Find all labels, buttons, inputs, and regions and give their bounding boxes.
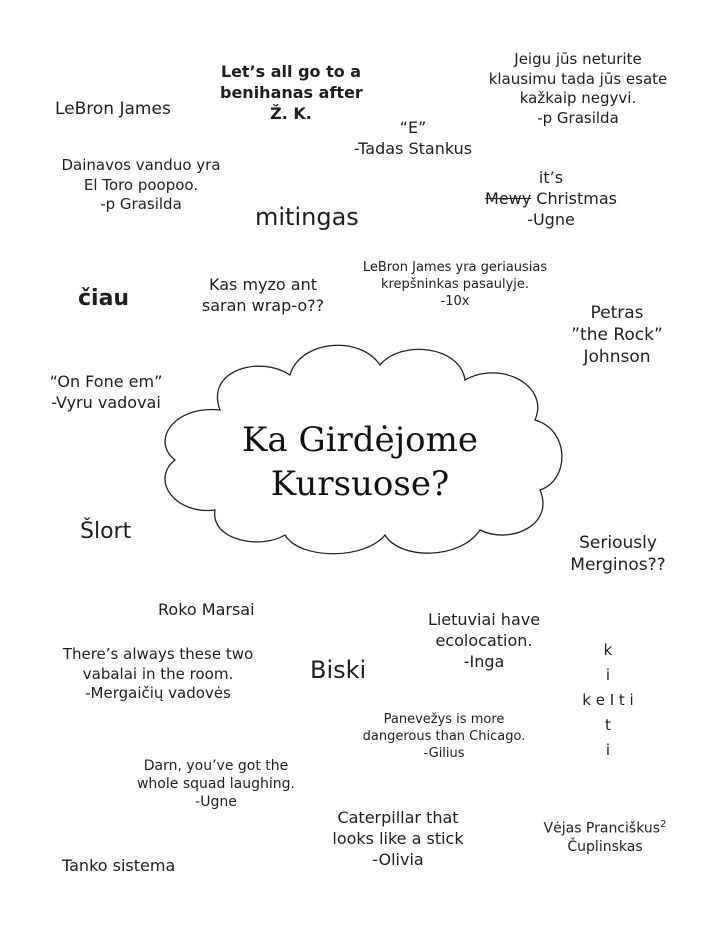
quote-panevezys: Panevežys is more dangerous than Chicago. -Gilius xyxy=(362,712,526,761)
quote-tanko: Tanko sistema xyxy=(62,856,176,875)
quote-ciau: čiau xyxy=(78,286,130,311)
quote-roko: Roko Marsai xyxy=(158,600,255,619)
quote-benihanas: Let’s all go to a benihanas after Ž. K. xyxy=(220,62,363,123)
quote-petras: Petras ”the Rock” Johnson xyxy=(571,303,663,368)
title-line-2: Kursuose? xyxy=(270,464,450,505)
quote-kieti-vertical: k i k e I t i t i xyxy=(582,641,634,759)
quote-on-fone: “On Fone em” -Vyru vadovai xyxy=(49,372,163,412)
page-title xyxy=(150,418,570,506)
quote-lebron-name: LeBron James xyxy=(55,99,171,119)
quote-vabalai: There’s always these two vabalai in the room. -Mergaičių vadovės xyxy=(62,645,254,702)
quote-kas-myzo: Kas myzo ant saran wrap-o?? xyxy=(201,275,325,315)
quote-jeigu: Jeigu jūs neturite klausimu tada jūs esate kažkaip negyvi. -p Grasilda xyxy=(488,50,668,127)
struck-word: Mewy xyxy=(485,188,532,208)
quote-vejas: Vėjas Pranciškus$^2$ Čuplinskas xyxy=(543,819,667,855)
quote-dainavos: Dainavos vanduo yra El Toro poopoo. -p Grasilda xyxy=(61,156,221,213)
quote-darn: Darn, you’ve got the whole squad laughing. -Ugne xyxy=(136,758,295,811)
quote-caterpillar: Caterpillar that looks like a stick -Olivia xyxy=(332,808,464,869)
quote-christmas: it’s Mewy Christmas -Ugne xyxy=(485,168,617,229)
quote-biski: Biski xyxy=(310,656,367,684)
quote-e-tadas: “E” -Tadas Stankus xyxy=(353,118,473,158)
quote-seriously: Seriously Merginos?? xyxy=(570,533,666,576)
quote-lebron-geriausias: LeBron James yra geriausias krepšninkas pasaulyje. -10x xyxy=(362,260,548,309)
title-line-1: Ka Girdėjome xyxy=(241,420,479,460)
quote-mitingas: mitingas xyxy=(255,203,359,231)
quote-slort: Šlort xyxy=(80,519,132,544)
quote-lietuviai: Lietuviai have ecolocation. -Inga xyxy=(427,610,541,671)
